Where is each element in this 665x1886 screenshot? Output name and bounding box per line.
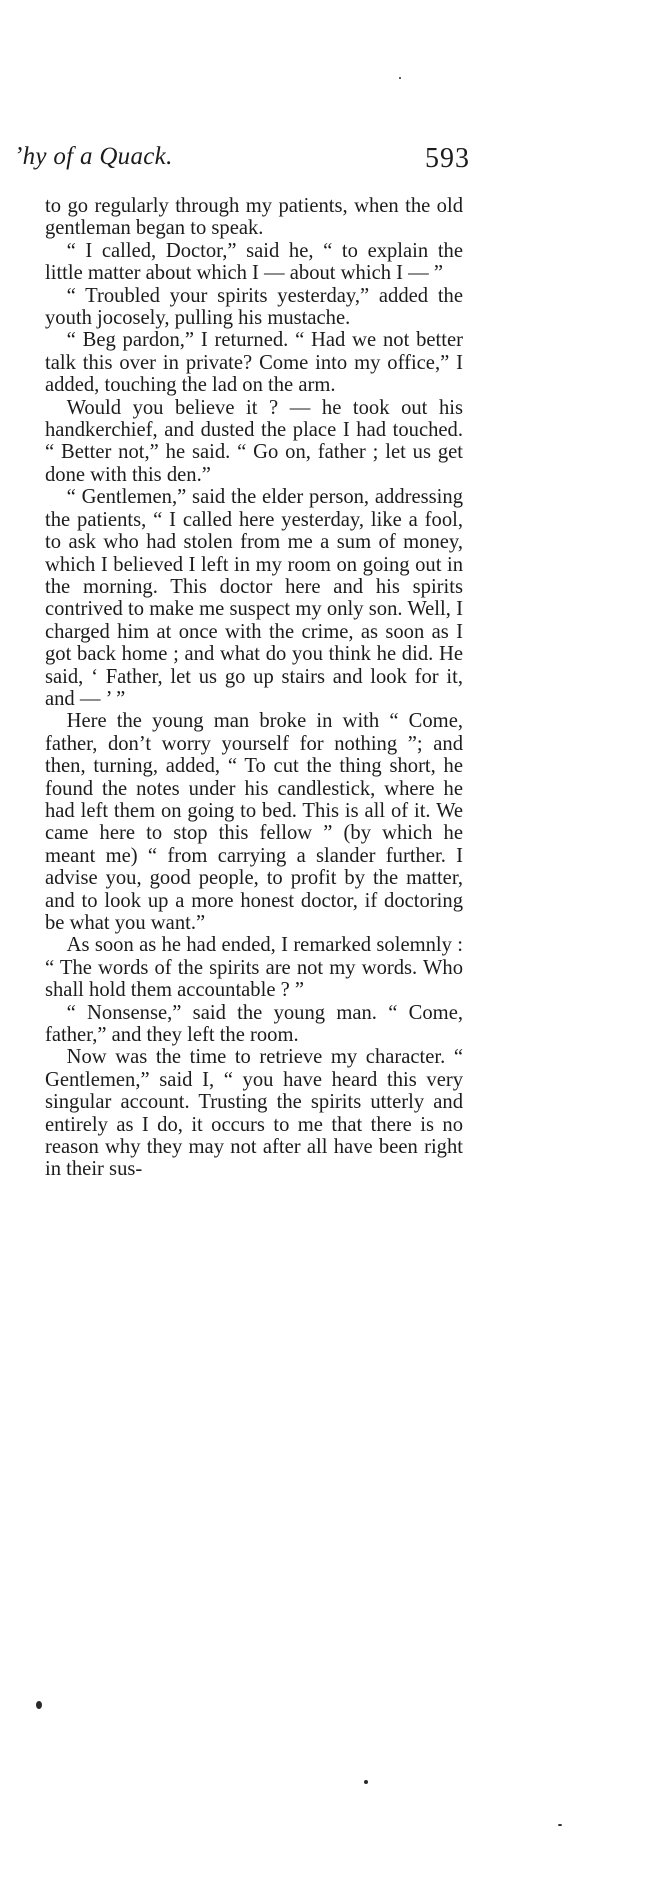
paragraph: “ I called, Doctor,” said he, “ to explain the little matter about which I — about which I — ”: [45, 239, 463, 285]
scan-speck: [399, 77, 401, 79]
body-text: [45, 195, 463, 1181]
paragraph: Would you believe it ? — he took out his handkerchief, and dusted the place I had touched. “ Better not,” he said. “ Go on, father ; let us get done with this den.”: [45, 396, 463, 486]
paragraph: Here the young man broke in with “ Come, father, don’t worry yourself for nothing ”; and then, turning, added, “ To cut the thing short, he found the notes under his candlestick, where he had left them on going to bed. This is all of it. We came here to stop this fellow ” (by which he meant me) “ from carrying a slander further. I advise you, good people, to profit by the matter, and to look up a more honest doctor, if doctoring be what you want.”: [45, 710, 463, 934]
scan-speck: [364, 1780, 368, 1784]
paragraph: As soon as he had ended, I remarked solemnly : “ The words of the spirits are not my words. Who shall hold them accountable ? ”: [45, 934, 463, 1002]
page-number: 593: [425, 143, 470, 174]
paragraph: “ Gentlemen,” said the elder person, addressing the patients, “ I called here yesterday, like a fool, to ask who had stolen from me a sum of money, which I believed I left in my room on going out in the morning. This doctor here and his spirits contrived to make me suspect my only son. Well, I charged him at once with the crime, as soon as I got back home ; and what do you think he did. He said, ‘ Father, let us go up stairs and look for it, and — ’ ”: [45, 486, 463, 710]
paragraph-continued: to go regularly through my patients, when the old gentleman began to speak.: [45, 195, 463, 240]
paragraph: “ Beg pardon,” I returned. “ Had we not better talk this over in private? Come into my office,” I added, touching the lad on the arm.: [45, 329, 463, 397]
running-head: [14, 140, 470, 180]
scan-speck: [558, 1824, 562, 1826]
paragraph: “ Nonsense,” said the young man. “ Come, father,” and they left the room.: [45, 1001, 463, 1047]
scan-speck: [36, 1701, 42, 1709]
paragraph: “ Troubled your spirits yesterday,” added the youth jocosely, pulling his mustache.: [45, 284, 463, 330]
running-title: ʼhy of a Quack.: [14, 143, 173, 170]
paragraph: Now was the time to retrieve my character. “ Gentlemen,” said I, “ you have heard this very singular account. Trusting the spirits utterly and entirely as I do, it occurs to me that there is no reason why they may not after all have been right in their sus-: [45, 1046, 463, 1181]
